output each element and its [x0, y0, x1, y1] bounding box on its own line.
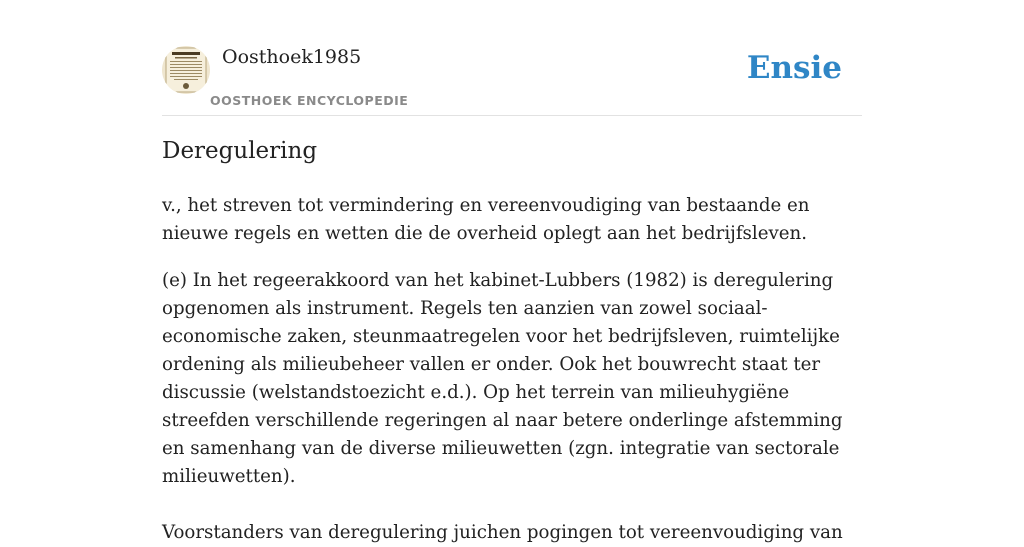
article-paragraph: (e) In het regeerakkoord van het kabinet-Lubbers (1982) is deregulering opgenomen als instrument. Regels ten aanzien van zowel sociaal-economische zaken, steunmaatregelen voor het bedrijfsleven, ruimtelijke ordening als milieubeheer vallen er onder. Ook het bouwrecht staat ter discussie (welstandstoezicht e.d.). Op het terrein van milieuhygiëne streefden verschillende regeringen al naar betere onderlinge afstemming en samenhang van de diverse milieuwetten (zgn. integratie van sectorale milieuwetten).	[162, 270, 843, 487]
ensie-logo-link[interactable]: Ensie	[746, 50, 842, 86]
source-subtitle[interactable]: OOSTHOEK ENCYCLOPEDIE	[210, 93, 409, 108]
avatar[interactable]	[162, 46, 210, 94]
book-cover-icon	[162, 46, 210, 94]
article-title: Deregulering	[162, 138, 318, 164]
article-body	[162, 192, 862, 547]
source-name-link[interactable]: Oosthoek1985	[222, 46, 362, 68]
article-paragraph: v., het streven tot vermindering en vereenvoudiging van bestaande en nieuwe regels en wetten die de overheid oplegt aan het bedrijfsleven.	[162, 195, 810, 244]
source-header	[162, 40, 862, 116]
article-paragraph: Voorstanders van deregulering juichen pogingen tot vereenvoudiging van	[162, 522, 843, 543]
